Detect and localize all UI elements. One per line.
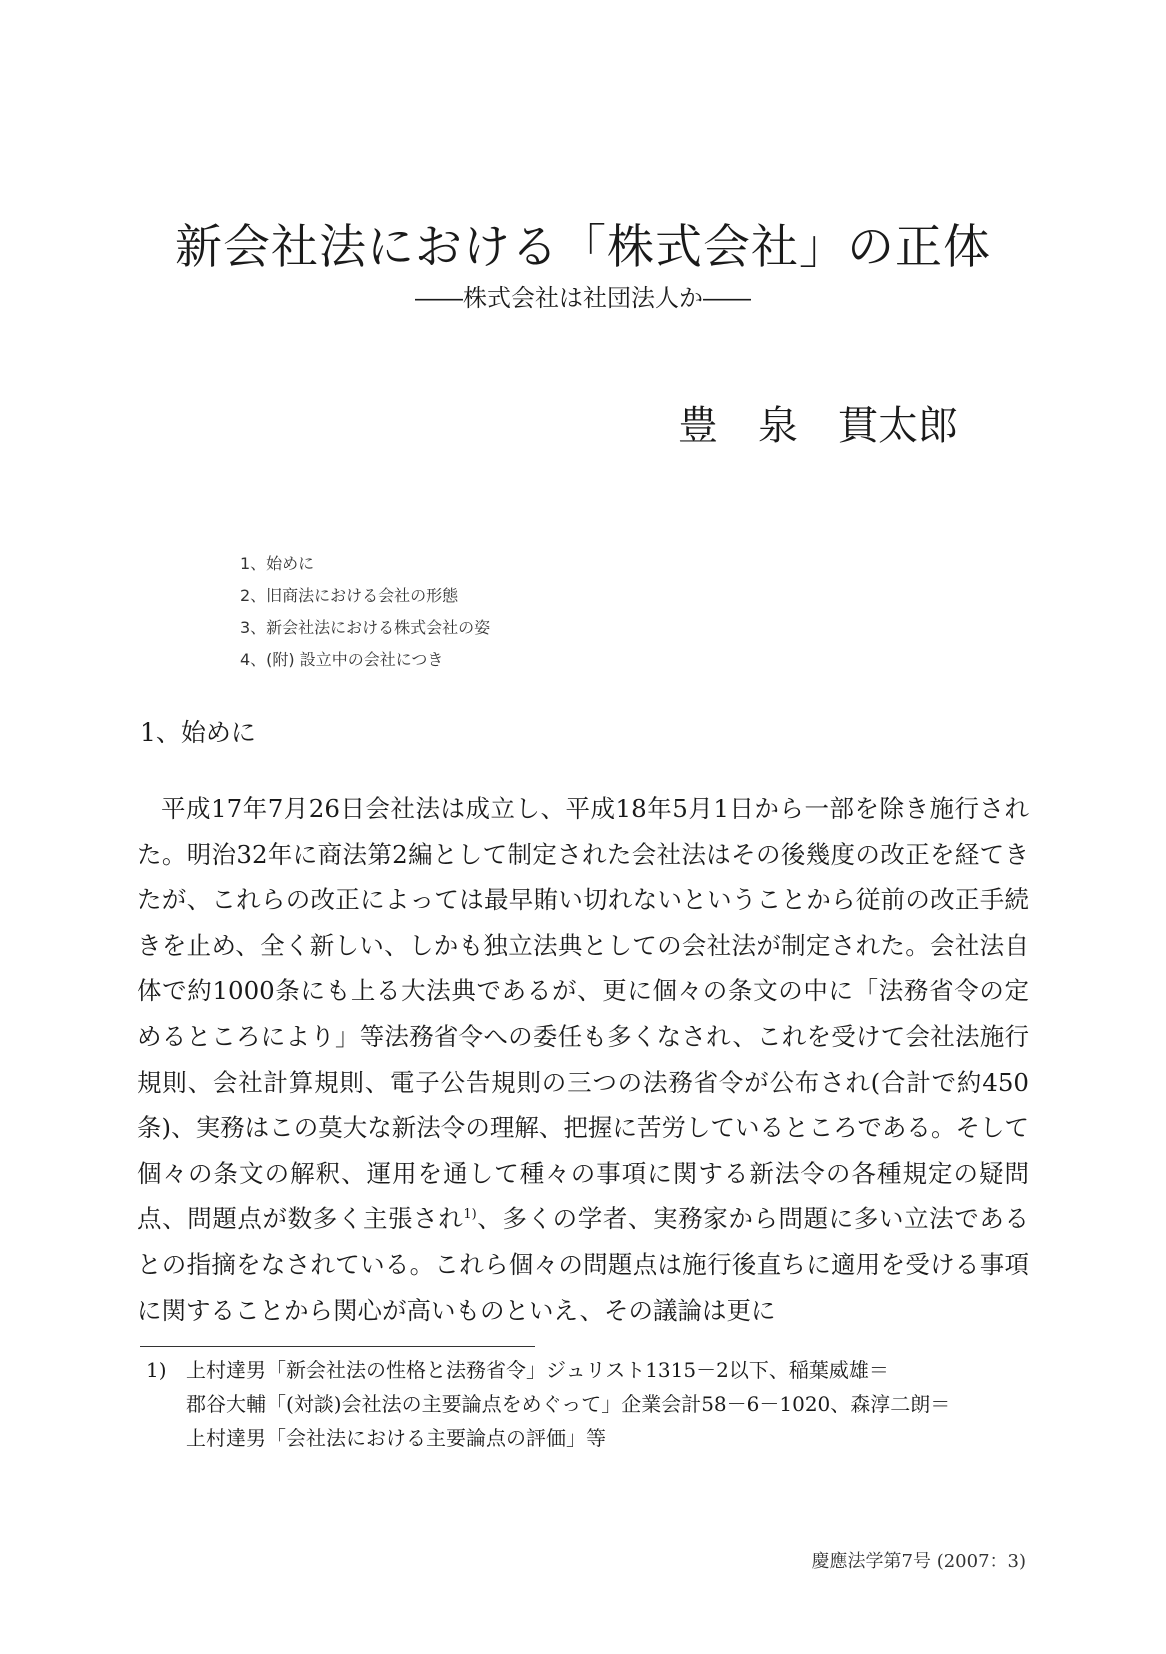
- paper-title: 新会社法における「株式会社」の正体: [175, 220, 991, 275]
- toc-item: 1、始めに: [240, 554, 315, 573]
- footnote-line: [146, 1353, 1028, 1387]
- section-heading: 1、始めに: [140, 718, 256, 747]
- author-name: 豊 泉 貫太郎: [678, 403, 958, 449]
- footnote-number: 1): [146, 1358, 167, 1382]
- footnote-line: 郡谷大輔「(対談)会社法の主要論点をめぐって」企業会計58－6－1020、森淳二朗＝: [186, 1392, 951, 1416]
- paper-subtitle: ――株式会社は社団法人か――: [415, 284, 751, 312]
- table-of-contents: [240, 548, 490, 676]
- journal-footer: 慶應法学第7号 (2007：3): [811, 1551, 1026, 1572]
- footnotes: [146, 1353, 1028, 1455]
- toc-item: 3、新会社法における株式会社の姿: [240, 618, 491, 637]
- footnote-text: 上村達男「新会社法の性格と法務省令」ジュリスト1315－2以下、稲葉威雄＝: [186, 1358, 889, 1382]
- footnote-reference[interactable]: 1): [463, 1207, 477, 1223]
- body-text-part1: 平成17年7月26日会社法は成立し、平成18年5月1日から一部を除き施行された。明治32年に商法第2編として制定された会社法はその後幾度の改正を経てきたが、これらの改正によっては最早賄い切れないということから従前の改正手続きを止め、全く新しい、しかも独立法典としての会社法が制定された。会社法自体で約1000条にも上る大法典であるが、更に個々の条文の中に「法務省令の定めるところにより」等法務省令への委任も多くなされ、これを受けて会社法施行規則、会社計算規則、電子公告規則の三つの法務省令が公布され(合計で約450条)、実務はこの莫大な新法令の理解、把握に苦労しているところである。そして個々の条文の解釈、運用を通して種々の事項に関する新法令の各種規定の疑問点、問題点が数多く主張され: [137, 794, 1029, 1234]
- footnote-divider: [140, 1346, 535, 1347]
- body-paragraph: [137, 786, 1029, 1333]
- footnote-line: 上村達男「会社法における主要論点の評価」等: [186, 1426, 606, 1450]
- toc-item: 4、(附) 設立中の会社につき: [240, 650, 444, 669]
- body-text-part2: 、多くの学者、実務家から問題に多い立法であるとの指摘をなされている。これら個々の問題点は施行後直ちに適用を受ける事項に関することから関心が高いものといえ、その議論は更に: [137, 1204, 1029, 1325]
- toc-item: 2、旧商法における会社の形態: [240, 586, 459, 605]
